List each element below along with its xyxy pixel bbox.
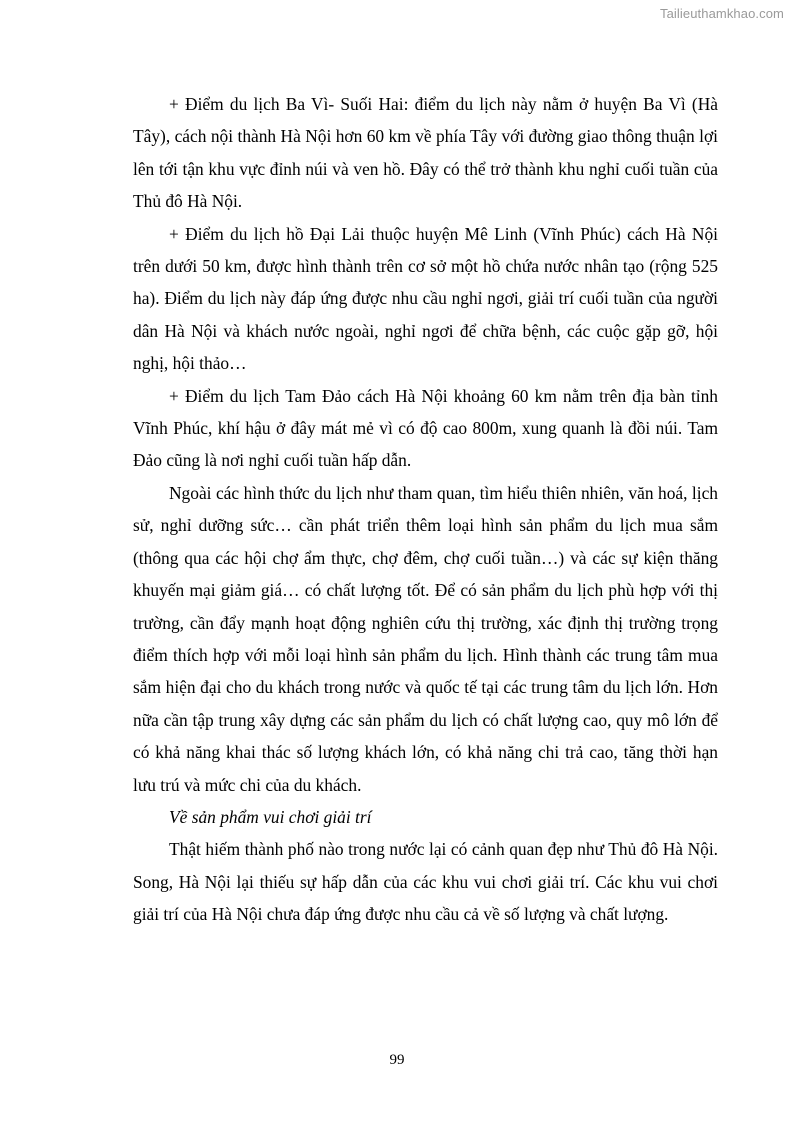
paragraph-dai-lai: + Điểm du lịch hồ Đại Lải thuộc huyện Mê Linh (Vĩnh Phúc) cách Hà Nội trên dưới 50 km, được hình thành trên cơ sở một hồ chứa nước nhân tạo (rộng 525 ha). Điểm du lịch này đáp ứng được nhu cầu nghỉ ngơi, giải trí cuối tuần của người dân Hà Nội và khách nước ngoài, nghỉ ngơi để chữa bệnh, các cuộc gặp gỡ, hội nghị, hội thảo…: [133, 223, 718, 374]
paragraph-shopping-tourism: Ngoài các hình thức du lịch như tham quan, tìm hiểu thiên nhiên, văn hoá, lịch sử, nghỉ dưỡng sức… cần phát triển thêm loại hình sản phẩm du lịch mua sắm (thông qua các hội chợ ẩm thực, chợ đêm, chợ cuối tuần…) và các sự kiện thăng khuyến mại giảm giá… có chất lượng tốt. Để có sản phẩm du lịch phù hợp với thị trường, cần đẩy mạnh hoạt động nghiên cứu thị trường, xác định thị trường trọng điểm thích hợp với mỗi loại hình sản phẩm du lịch. Hình thành các trung tâm mua sắm hiện đại cho du khách trong nước và quốc tế tại các trung tâm du lịch lớn. Hơn nữa cần tập trung xây dựng các sản phẩm du lịch có chất lượng cao, quy mô lớn để có khả năng khai thác số lượng khách lớn, có khả năng chi trả cao, tăng thời hạn lưu trú và mức chi của du khách.: [133, 482, 718, 795]
page-number: 99: [389, 1052, 405, 1068]
document-body: [133, 88, 718, 931]
paragraph-entertainment: Thật hiếm thành phố nào trong nước lại có cảnh quan đẹp như Thủ đô Hà Nội. Song, Hà Nội lại thiếu sự hấp dẫn của các khu vui chơi giải trí. Các khu vui chơi giải trí của Hà Nội chưa đáp ứng được nhu cầu cả về số lượng và chất lượng.: [133, 839, 718, 925]
paragraph-tam-dao: + Điểm du lịch Tam Đảo cách Hà Nội khoảng 60 km nằm trên địa bàn tỉnh Vĩnh Phúc, khí hậu ở đây mát mẻ vì có độ cao 800m, xung quanh là đồi núi. Tam Đảo cũng là nơi nghỉ cuối tuần hấp dẫn.: [133, 385, 718, 471]
paragraph-ba-vi: + Điểm du lịch Ba Vì- Suối Hai: điểm du lịch này nằm ở huyện Ba Vì (Hà Tây), cách nội thành Hà Nội hơn 60 km về phía Tây với đường giao thông thuận lợi lên tới tận khu vực đỉnh núi và ven hồ. Đây có thể trở thành khu nghỉ cuối tuần của Thủ đô Hà Nội.: [133, 94, 718, 212]
watermark-text: Tailieuthamkhao.com: [659, 6, 784, 21]
section-heading-entertainment: Về sản phẩm vui chơi giải trí: [169, 806, 372, 827]
